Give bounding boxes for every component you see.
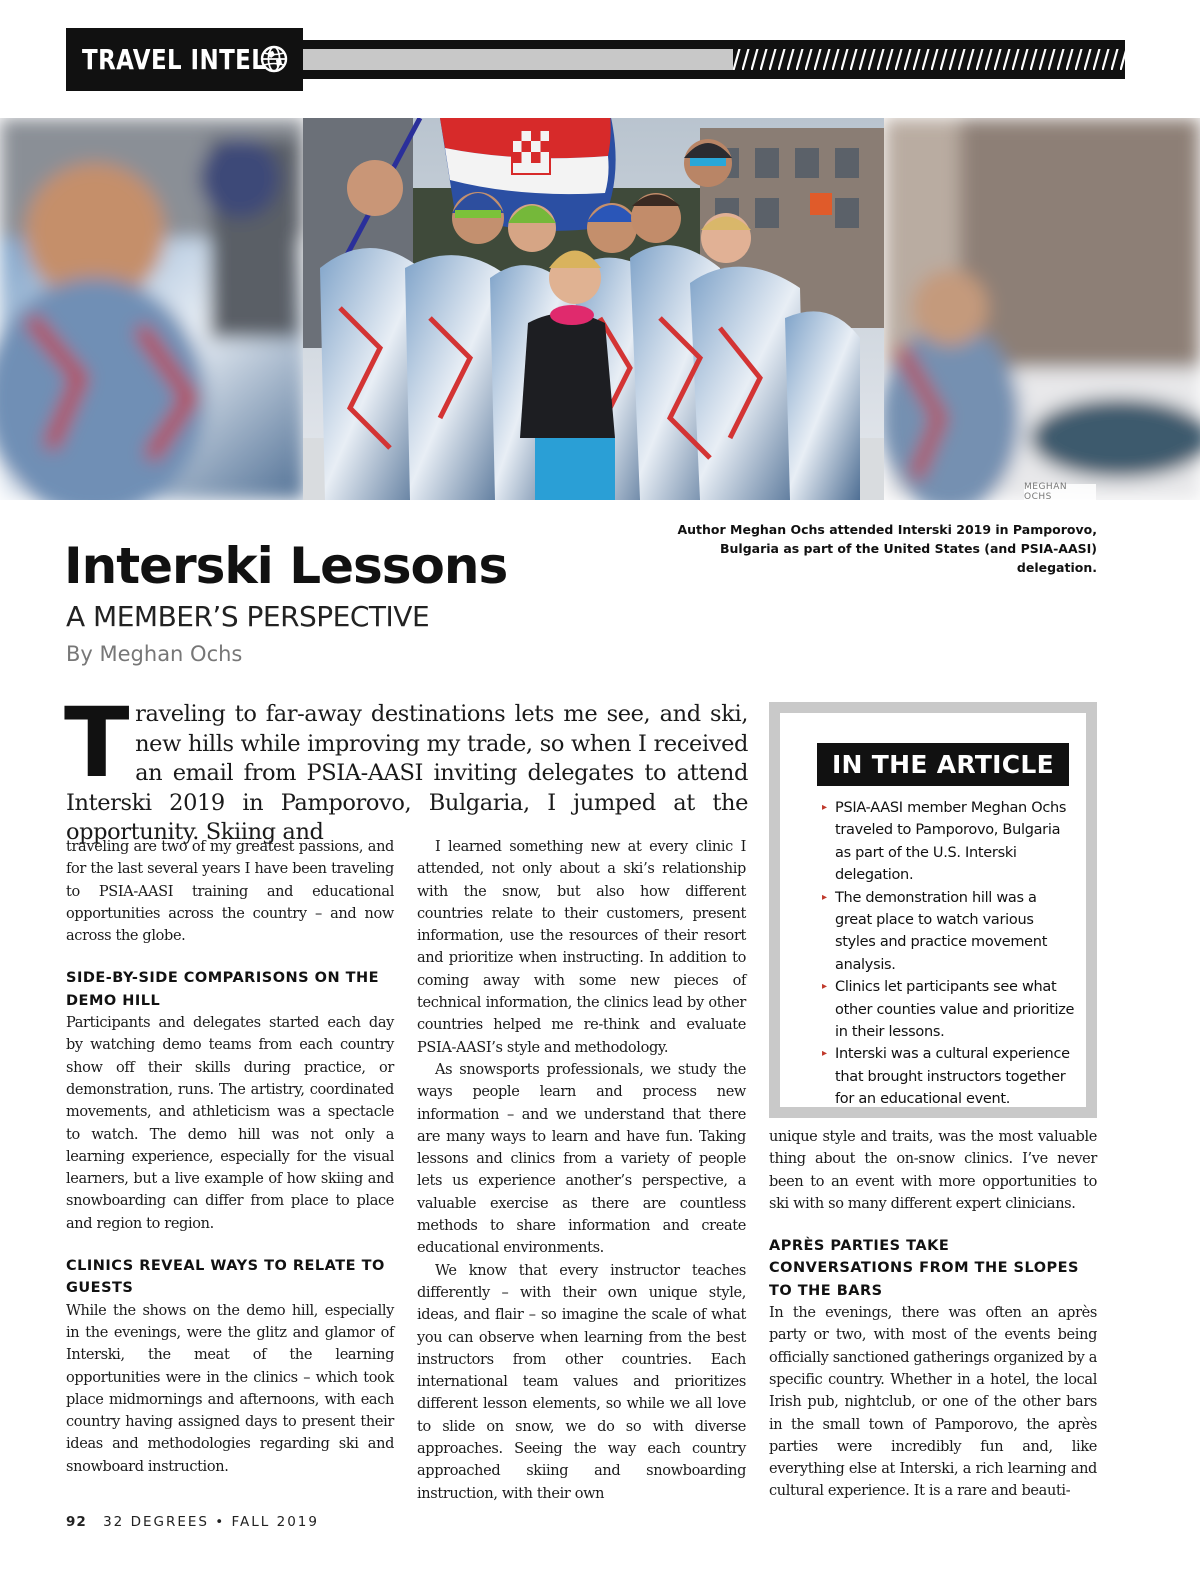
caption-line-1: Author Meghan Ochs attended Interski 2019 in Pamporovo, [677, 522, 1097, 537]
body-paragraph: While the shows on the demo hill, especially in the evenings, were the glitz and glamor of Interski, the meat of the learning opportunities were in the clinics – which took place midmornings and afternoons, with each country having assigned days to present their ideas and methodologies regarding ski and snowboard instruction. [66, 1302, 394, 1475]
body-column-3 [769, 1126, 1097, 1503]
body-paragraph: traveling are two of my greatest passions, and for the last several years I have been traveling to PSIA-AASI training and educational opportunities across the country – and now across the globe. [66, 839, 394, 945]
body-paragraph: As snowsports professionals, we study the ways people learn and process new information – and we understand that there are many ways to learn and have fun. Taking lessons and clinics from a variety of people lets us experience another’s perspective, a valuable exercise as there are countless methods to share information and create educational environments. [417, 1061, 746, 1257]
section-heading-apres: APRÈS PARTIES TAKE CONVERSATIONS FROM THE SLOPES TO THE BARS [769, 1238, 1079, 1299]
lead-text: raveling to far-away destinations lets me see, and ski, new hills while improving my trade, so when I received an email from PSIA-AASI inviting delegates to attend Interski 2019 in Pamporovo, Bulgaria, I jumped at the opportunity. Skiing and [66, 701, 748, 845]
sidebar-heading: IN THE ARTICLE [817, 743, 1069, 786]
in-the-article-sidebar [769, 702, 1097, 1118]
triangle-bullet-icon: ▸ [822, 802, 827, 813]
list-item: ▸ Interski was a cultural experience that brought instructors together for an educational event. [822, 1043, 1077, 1110]
list-item: ▸ PSIA-AASI member Meghan Ochs traveled to Pamporovo, Bulgaria as part of the U.S. Interski delegation. [822, 797, 1077, 887]
list-item: ▸ Clinics let participants see what other counties value and prioritize in their lessons. [822, 976, 1077, 1043]
body-paragraph: In the evenings, there was often an après party or two, with most of the events being officially sanctioned gatherings organized by a specific country. Whether in a hotel, the local Irish pub, nightclub, or one of the other bars in the small town of Pamporovo, the après parties were incredibly fun and, like everything else at Interski, a rich learning and cultural experience. It is a rare and beauti- [769, 1305, 1097, 1500]
body-paragraph: We know that every instructor teaches differently – with their own unique style, ideas, and flair – so imagine the scale of what you can observe when learning from the best instructors from other countries. Each international team values and prioritizes different lesson elements, so while we all love to slide on snow, we do so with diverse approaches. Seeing the way each country approached skiing and snowboarding instruction, with their own [417, 1262, 746, 1502]
triangle-bullet-icon: ▸ [822, 1048, 827, 1060]
caption-line-2: Bulgaria as part of the United States (and PSIA-AASI) delegation. [720, 541, 1097, 575]
header-gray-band [303, 49, 733, 70]
header-rule [303, 40, 1125, 79]
photo-caption [640, 520, 1097, 577]
group-photo-illustration [0, 118, 1200, 500]
globe-icon [259, 44, 289, 74]
body-paragraph: I learned something new at every clinic I attended, not only about a ski’s relationship with the snow, but also how different countries relate to their customers, present information, use the resources of their resort and prioritize when instructing. In addition to coming away with some new pieces of technical information, the clinics lead by other countries helped me re-think and evaluate PSIA-AASI’s style and methodology. [417, 839, 746, 1056]
header-hatch-pattern [733, 40, 1125, 79]
triangle-bullet-icon: ▸ [822, 981, 827, 993]
drop-cap: T [64, 687, 130, 799]
body-column-1 [66, 836, 394, 1478]
body-column-2 [417, 836, 746, 1505]
article-subtitle: A MEMBER’S PERSPECTIVE [66, 600, 430, 633]
body-paragraph: Participants and delegates started each day by watching demo teams from each country show off their skills during practice, or demonstration, runs. The artistry, coordinated movements, and athleticism was a spectacle to watch. The demo hill was not only a learning experience, especially for the visual learners, but a live example of how skiing and snowboarding can differ from place to place and region to region. [66, 1015, 394, 1232]
section-label: TRAVEL INTEL [82, 43, 267, 76]
list-item: ▸ The demonstration hill was a great place to watch various styles and practice movement analysis. [822, 887, 1077, 977]
section-heading-demo-hill: SIDE-BY-SIDE COMPARISONS ON THE DEMO HILL [66, 970, 380, 1009]
photo-credit: MEGHAN OCHS [1024, 484, 1096, 500]
article-photo [0, 118, 1200, 500]
page-number: 92 [66, 1514, 87, 1530]
section-heading-clinics: CLINICS REVEAL WAYS TO RELATE TO GUESTS [66, 1258, 385, 1297]
page-footer [66, 1514, 319, 1530]
publication-name: 32 DEGREES • FALL 2019 [103, 1514, 319, 1530]
section-tab [66, 28, 303, 91]
body-paragraph: unique style and traits, was the most valuable thing about the on-snow clinics. I’ve never been to an event with more opportunities to ski with so many different expert clinicians. [769, 1129, 1097, 1212]
lead-paragraph [64, 687, 748, 848]
article-byline: By Meghan Ochs [66, 642, 243, 666]
triangle-bullet-icon: ▸ [822, 891, 827, 903]
article-title: Interski Lessons [64, 537, 508, 595]
sidebar-bullet-list [822, 797, 1077, 1111]
sidebar-panel [780, 713, 1086, 1107]
